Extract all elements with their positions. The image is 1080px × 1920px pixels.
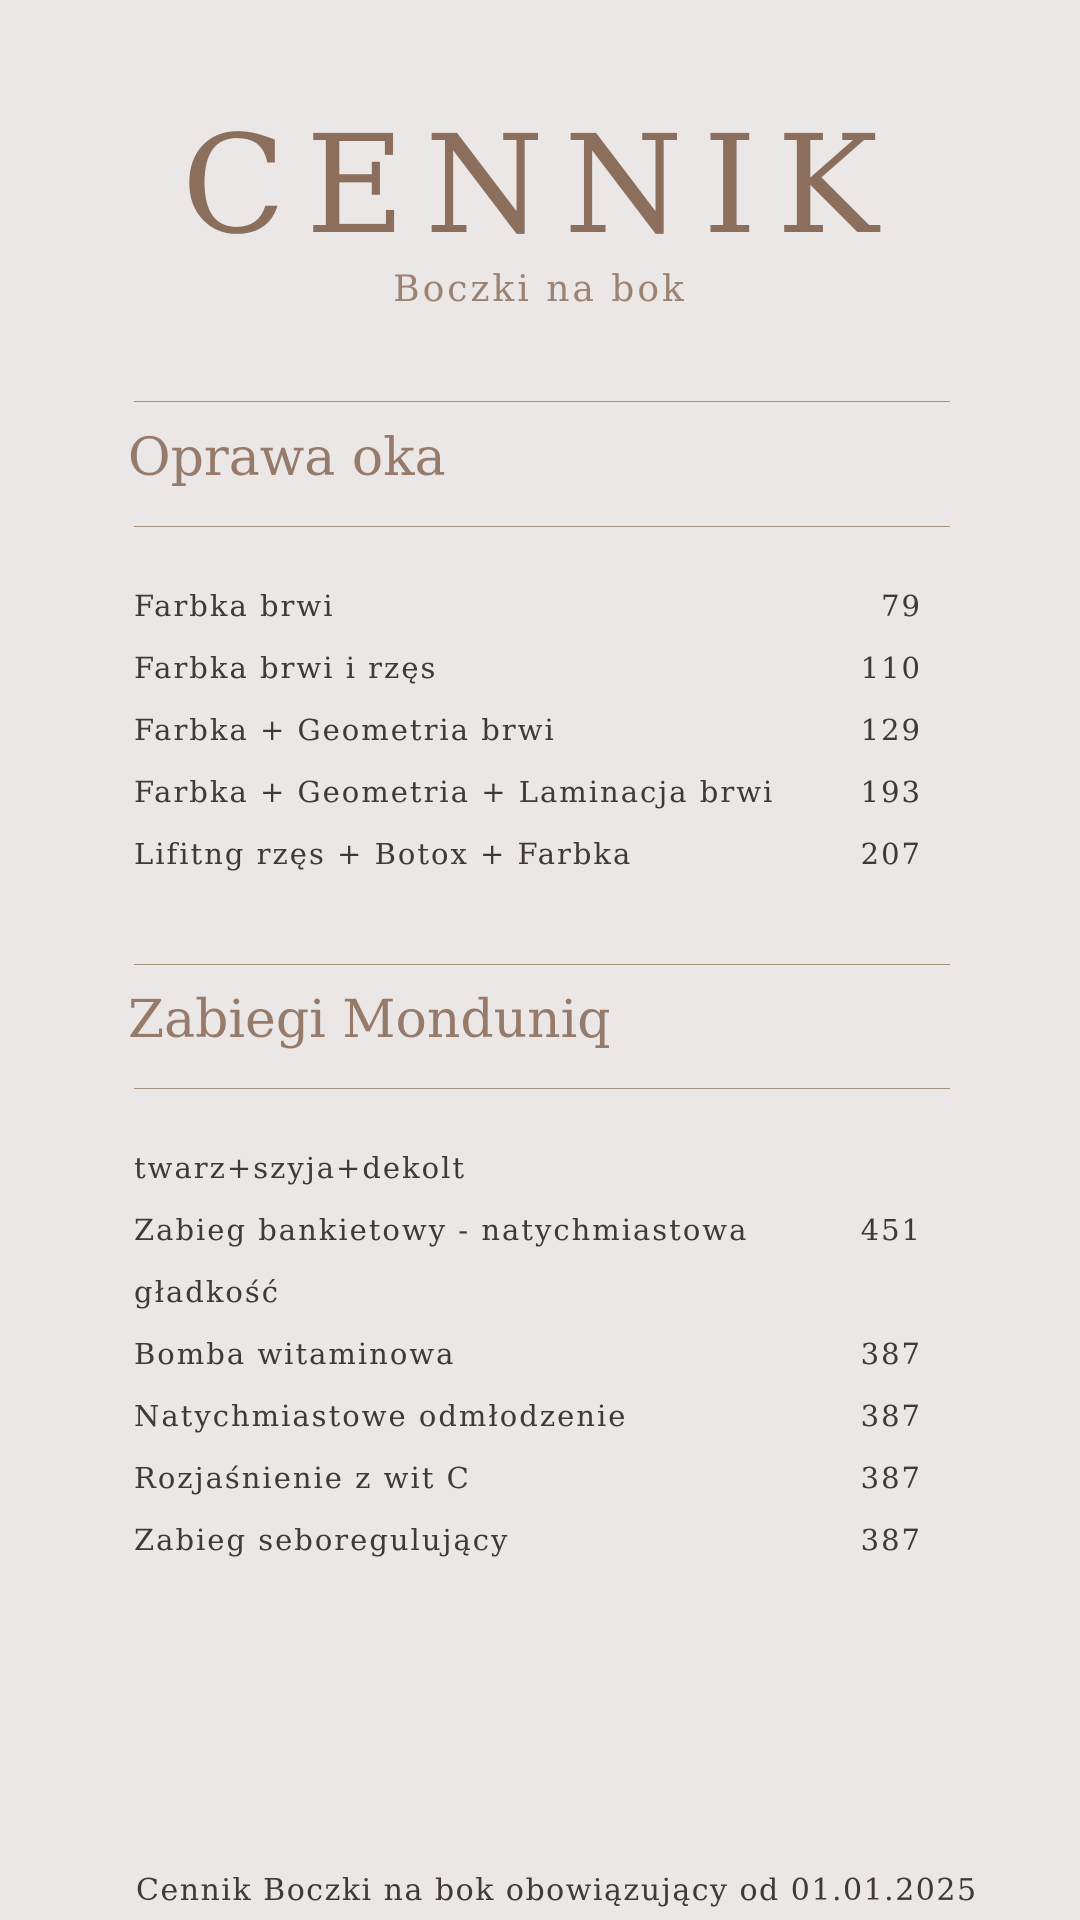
- service-name: Lifitng rzęs + Botox + Farbka: [134, 837, 633, 871]
- price-row: [134, 1208, 922, 1252]
- service-price: 387: [860, 1337, 922, 1371]
- service-price: 129: [860, 713, 922, 747]
- section-divider: [134, 401, 950, 402]
- service-name: twarz+szyja+dekolt: [134, 1151, 467, 1185]
- price-row: [134, 584, 922, 628]
- price-row: [134, 1456, 922, 1500]
- service-name: Natychmiastowe odmłodzenie: [134, 1399, 628, 1433]
- price-row: [134, 1146, 922, 1190]
- service-price: 387: [860, 1399, 922, 1433]
- service-name: Farbka + Geometria brwi: [134, 713, 556, 747]
- section-title-oprawa-oka: Oprawa oka: [128, 428, 446, 488]
- service-price: 79: [881, 589, 922, 623]
- page-subtitle: Boczki na bok: [393, 269, 687, 310]
- footer-note: Cennik Boczki na bok obowiązujący od 01.01.2025: [136, 1873, 978, 1908]
- service-price: 193: [860, 775, 922, 809]
- service-name: Rozjaśnienie z wit C: [134, 1461, 471, 1495]
- service-price: 207: [860, 837, 922, 871]
- price-row: [134, 1332, 922, 1376]
- service-price: 110: [860, 651, 922, 685]
- service-name: Zabieg bankietowy - natychmiastowa: [134, 1213, 749, 1247]
- service-name: Farbka + Geometria + Laminacja brwi: [134, 775, 775, 809]
- price-row: [134, 646, 922, 690]
- price-row: [134, 832, 922, 876]
- price-row: [134, 1270, 922, 1314]
- section-divider: [134, 964, 950, 965]
- price-row: [134, 1394, 922, 1438]
- service-name: Farbka brwi i rzęs: [134, 651, 438, 685]
- service-price: 387: [860, 1523, 922, 1557]
- service-name: Farbka brwi: [134, 589, 335, 623]
- page-title: CENNIK: [181, 107, 899, 265]
- section-title-zabiegi-monduniq: Zabiegi Monduniq: [128, 990, 611, 1050]
- service-name: Bomba witaminowa: [134, 1337, 456, 1371]
- price-row: [134, 770, 922, 814]
- service-price: 387: [860, 1461, 922, 1495]
- section-divider: [134, 526, 950, 527]
- service-name: Zabieg seboregulujący: [134, 1523, 510, 1557]
- section-divider: [134, 1088, 950, 1089]
- price-row: [134, 1518, 922, 1562]
- price-row: [134, 708, 922, 752]
- service-price: 451: [860, 1213, 922, 1247]
- service-name: gładkość: [134, 1275, 280, 1309]
